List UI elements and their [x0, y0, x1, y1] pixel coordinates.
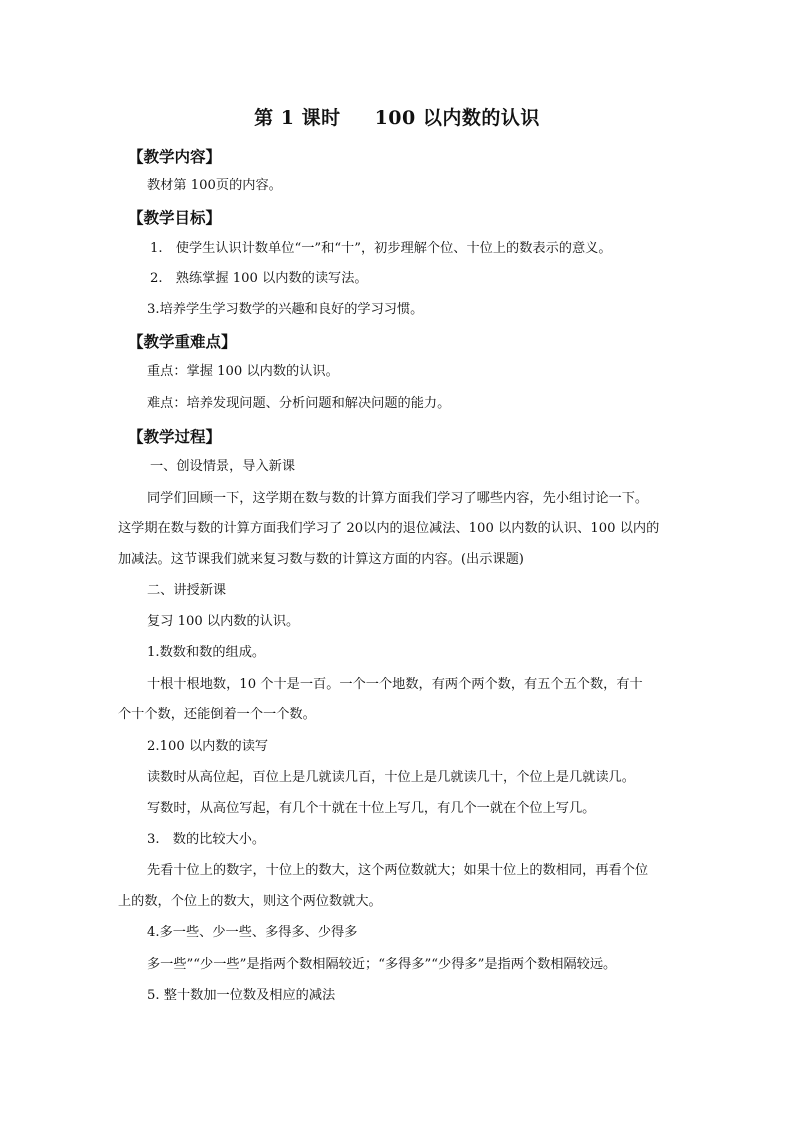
item1-paragraph-line2: 个十个数，还能倒着一个一个数。 [118, 707, 316, 722]
item2-paragraph-line1: 读数时从高位起，百位上是几就读几百，十位上是几就读几十，个位上是几就读几。 [147, 770, 635, 785]
step1-paragraph-line1: 同学们回顾一下，这学期在数与数的计算方面我们学习了哪些内容，先小组讨论一下。 [147, 491, 649, 506]
item4-title: 4.多一些、少一些、多得多、少得多 [147, 925, 358, 940]
item2-title: 2.100 以内数的读写 [147, 739, 269, 754]
item2-paragraph-line2: 写数时，从高位写起，有几个十就在十位上写几，有几个一就在个位上写几。 [147, 801, 596, 816]
goal-item-2: 2. 熟练掌握 100 以内数的读写法。 [150, 271, 368, 286]
step1-paragraph-line3: 加减法。这节课我们就来复习数与数的计算这方面的内容。(出示课题) [118, 552, 524, 567]
item4-paragraph-line1: 多一些”“少一些”是指两个数相隔较近；“多得多”“少得多”是指两个数相隔较远。 [147, 957, 617, 972]
key-point-text: 重点：掌握 100 以内数的认识。 [147, 364, 339, 379]
lesson-title-number: 第 1 课时 [254, 107, 341, 129]
item5-title: 5. 整十数加一位数及相应的减法 [147, 988, 336, 1003]
goal-item-3: 3.培养学生学习数学的兴趣和良好的学习习惯。 [147, 302, 424, 317]
teaching-content-text: 教材第 100页的内容。 [147, 178, 282, 193]
item3-paragraph-line2: 上的数，个位上的数大，则这个两位数就大。 [118, 894, 382, 909]
teaching-content-heading: 【教学内容】 [128, 147, 222, 166]
lesson-title [0, 103, 794, 130]
step1-title: 一、创设情景，导入新课 [150, 459, 296, 474]
item1-title: 1.数数和数的组成。 [147, 645, 266, 660]
step1-paragraph-line2: 这学期在数与数的计算方面我们学习了 20以内的退位减法、100 以内数的认识、100 以内的 [118, 521, 660, 536]
review-text: 复习 100 以内数的认识。 [147, 614, 300, 629]
teaching-goals-heading: 【教学目标】 [128, 208, 222, 227]
goal-item-1: 1. 使学生认识计数单位“一”和“十”，初步理解个位、十位上的数表示的意义。 [150, 241, 612, 256]
item3-title: 3. 数的比较大小。 [147, 832, 266, 847]
item3-paragraph-line1: 先看十位上的数字，十位上的数大，这个两位数就大；如果十位上的数相同，再看个位 [147, 863, 649, 878]
item1-paragraph-line1: 十根十根地数，10 个十是一百。一个一个地数，有两个两个数，有五个五个数，有十 [147, 677, 643, 692]
step2-title: 二、讲授新课 [147, 583, 227, 598]
key-difficult-heading: 【教学重难点】 [128, 332, 237, 351]
difficult-point-text: 难点：培养发现问题、分析问题和解决问题的能力。 [147, 396, 451, 411]
lesson-title-topic: 100 以内数的认识 [374, 107, 540, 129]
teaching-process-heading: 【教学过程】 [128, 427, 222, 446]
